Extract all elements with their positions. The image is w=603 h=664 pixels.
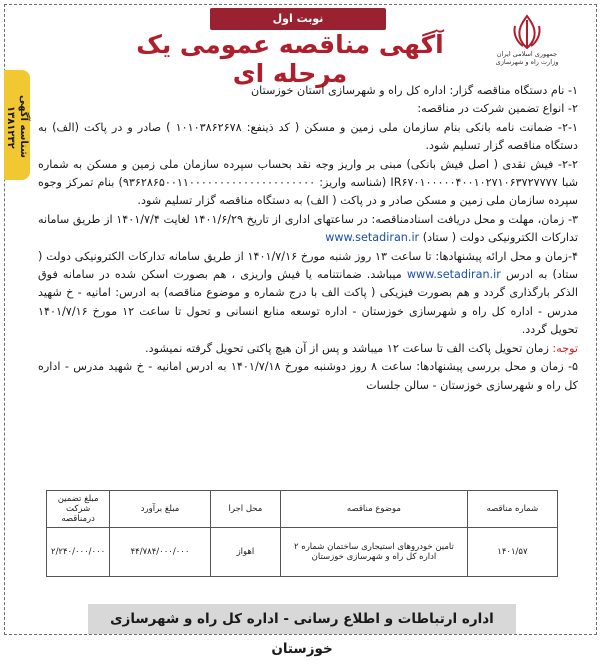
logo-line-2: وزارت راه و شهرسازی <box>495 58 559 66</box>
notice-title: آگهی مناقصه عمومی یک مرحله ای <box>136 30 444 88</box>
ministry-logo <box>482 14 572 78</box>
notice-id-tag <box>4 70 30 180</box>
table-header-row <box>47 491 558 528</box>
cell-location: اهواز <box>210 528 280 577</box>
item-submission <box>38 248 578 340</box>
table-row <box>47 528 558 577</box>
tender-table <box>46 490 558 577</box>
attention-text: زمان تحویل پاکت الف تا ساعت ۱۲ میباشد و پس از آن هیچ پاکتی تحویل گرفته نمیشود. <box>145 341 549 355</box>
cell-guarantee-amount: ۲/۲۴۰/۰۰۰/۰۰۰ <box>47 528 110 577</box>
documents-text: ۳- زمان، مهلت و محل دریافت اسنادمناقصه: در ساعتهای اداری از تاریخ ۱۴۰۱/۶/۲۹ لغایت ۱۴۰۱/۷/۴ از طریق سامانه تدارکات الکترونیکی دولت ( ستاد) <box>38 212 578 245</box>
cell-tender-number: ۱۴۰۱/۵۷ <box>467 528 557 577</box>
submission-text-a: ۴-زمان و محل ارائه پیشنهادها: تا ساعت ۱۳ روز شنبه مورخ ۱۴۰۱/۷/۱۶ از طریق سامانه تدارکات الکترونیکی دولت ( ستاد) به ادرس <box>38 249 578 282</box>
footer-banner: اداره ارتباطات و اطلاع رسانی - اداره کل راه و شهرسازی خوزستان <box>88 604 516 634</box>
header-location: محل اجرا <box>210 491 280 528</box>
header-guarantee-amount: مبلغ تضمین شرکت درمناقصه <box>47 491 110 528</box>
notice-id-number: ۱۳۸۱۲۳۲ <box>5 105 16 149</box>
header-tender-number: شماره مناقصه <box>467 491 557 528</box>
round-ribbon: نوبت اول <box>210 8 386 30</box>
item-guarantee-types: ۲- انواع تضمین شرکت در مناقصه: <box>417 102 578 116</box>
attention-label: توجه: <box>552 341 578 355</box>
item-organizer: ۱- نام دستگاه مناقصه گزار: اداره کل راه و شهرسازی استان خوزستان <box>250 84 578 97</box>
setad-link-1[interactable]: www.setadiran.ir <box>325 231 420 245</box>
notice-body <box>38 82 578 395</box>
iran-emblem-icon <box>510 14 544 50</box>
header-subject: موضوع مناقصه <box>281 491 468 528</box>
cell-estimate: ۴۴/۷۸۴/۰۰۰/۰۰۰ <box>110 528 211 577</box>
setad-link-2[interactable]: www.setadiran.ir <box>406 268 501 282</box>
item-cash-deposit: ۲-۲- فیش نقدی ( اصل فیش بانکی) مبنی بر واریز وجه نقد بحساب سپرده سازمان ملی زمین و مسکن به شماره شبا IR۶۷۰۱۰۰۰۰۰۴۰۰۱۰۲۷۱۰۶۳۷۲۷۷۷۷ (شناسه واریز: ۹۳۶۲۸۶۵۰۰۱۱۰۰۰۰۰۰۰۰۰۰۰۰۰۰۰۰۰۰۰۰۰) بنام تمرکز وجوه سپرده سازمان ملی زمین و مسکن صادر و در پاکت ( الف) به دستگاه مناقصه گزار تسلیم شود. <box>38 157 578 208</box>
notice-id-label: شناسه آگهی <box>18 95 29 159</box>
cell-subject: تامین خودروهای استیجاری ساختمان شماره ۲ اداره کل راه و شهرسازی خوزستان <box>281 528 468 577</box>
item-bank-guarantee: ۲-۱- ضمانت نامه بانکی بنام سازمان ملی زمین و مسکن ( کد ذینفع: ۱۰۱۰۳۸۶۲۶۷۸ ) صادر و در پاکت (الف) به دستگاه مناقصه گزار تسلیم شود. <box>38 120 578 153</box>
item-attention <box>38 340 578 358</box>
logo-line-1: جمهوری اسلامی ایران <box>496 50 558 58</box>
item-documents <box>38 211 578 248</box>
item-opening: ۵- زمان و محل بررسی پیشنهادها: ساعت ۸ روز دوشنبه مورخ ۱۴۰۱/۷/۱۸ به ادرس امانیه - خ شهید مدرس - اداره کل راه و شهرسازی خوزستان - سالن جلسات <box>38 360 578 392</box>
header-estimate: مبلغ برآورد <box>110 491 211 528</box>
submission-text-b: میباشد. ضمانتنامه یا فیش واریزی ، هم بصورت اسکن شده در سامانه فوق الذکر بارگذاری گردد و هم بصورت فیزیکی ( پاکت الف با درج شماره و موضوع مناقصه) به ادرس: امانیه - خ شهید مدرس - اداره کل راه و شهرسازی خوزستان - اداره توسعه منابع انسانی و تحول تا ساعت ۱۲ مورخ ۱۴۰۱/۷/۱۶ تحویل گردد. <box>38 268 578 337</box>
